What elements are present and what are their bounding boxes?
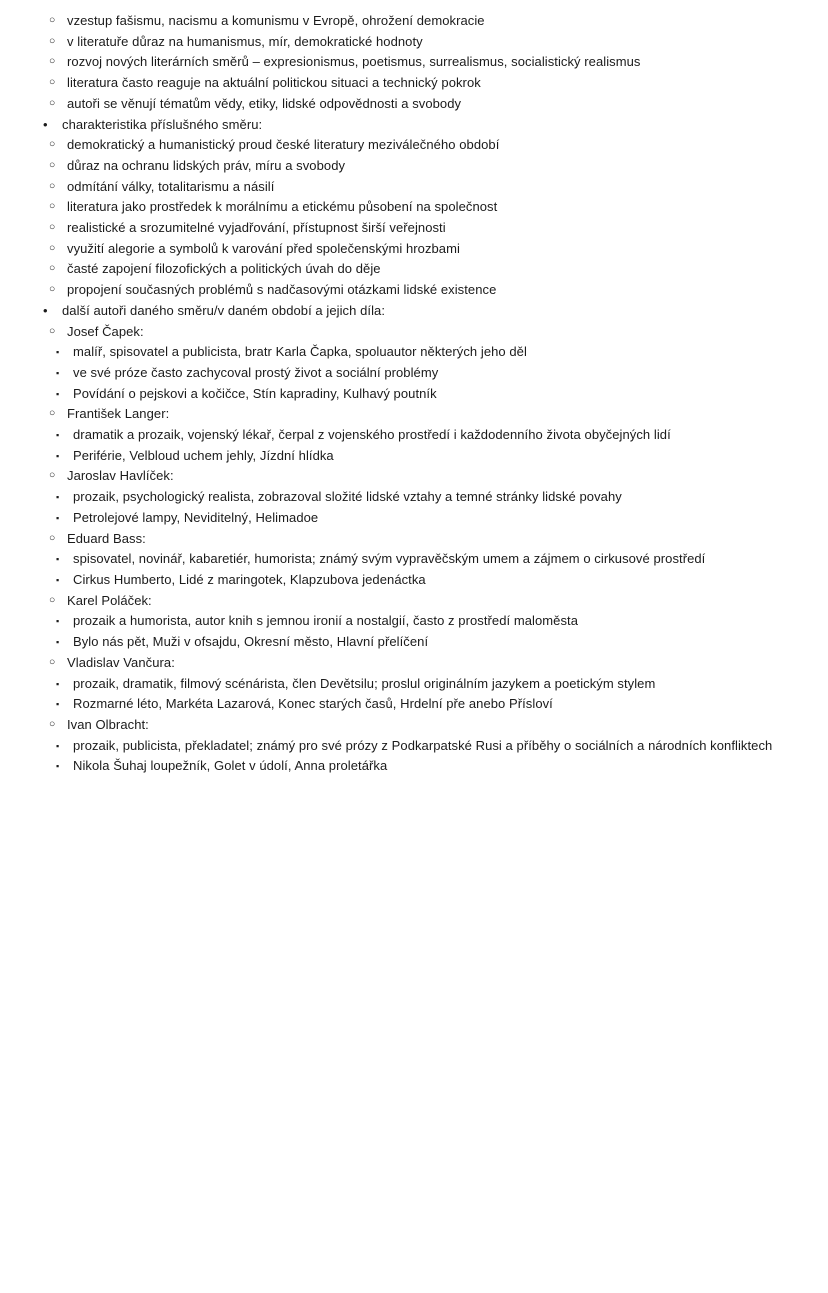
author-name bbox=[42, 404, 805, 425]
bullet-circle-hollow-icon: ○ bbox=[49, 656, 56, 668]
bullet-square-filled-icon: ▪ bbox=[56, 554, 60, 565]
author-notes-vladislav-vancura bbox=[23, 674, 805, 715]
author-entry-jaroslav-havlicek bbox=[23, 466, 805, 487]
list-item-text: literatura jako prostředek k morálnímu a etickému působení na společnost bbox=[67, 199, 498, 215]
list-item bbox=[42, 280, 805, 301]
page-bottom-whitespace bbox=[23, 777, 805, 1277]
list-item bbox=[42, 135, 805, 156]
bullet-square-filled-icon: ▪ bbox=[56, 430, 60, 441]
bullet-circle-hollow-icon: ○ bbox=[49, 97, 56, 109]
list-item bbox=[42, 197, 805, 218]
bullet-square-filled-icon: ▪ bbox=[56, 574, 60, 585]
author-name bbox=[42, 653, 805, 674]
list-item-text: propojení současných problémů s nadčasovými otázkami lidské existence bbox=[67, 282, 497, 298]
list-item-text: demokratický a humanistický proud české literatury meziválečného období bbox=[67, 137, 500, 153]
author-entry-eduard-bass bbox=[23, 529, 805, 550]
bullet-circle-hollow-icon: ○ bbox=[49, 470, 56, 482]
bullet-circle-hollow-icon: ○ bbox=[49, 325, 56, 337]
list-item-text: využití alegorie a symbolů k varování před společenskými hrozbami bbox=[67, 240, 460, 256]
bullet-circle-hollow-icon: ○ bbox=[49, 180, 56, 192]
bullet-square-filled-icon: ▪ bbox=[56, 347, 60, 358]
list-item bbox=[42, 73, 805, 94]
list-item-text: literatura často reaguje na aktuální politickou situaci a technický pokrok bbox=[67, 75, 481, 91]
list-item-text: v literatuře důraz na humanismus, mír, demokratické hodnoty bbox=[67, 33, 423, 49]
list-item-text: prozaik, publicista, překladatel; známý pro své prózy z Podkarpatské Rusi a příběhy o sociálních a národních konfliktech bbox=[73, 737, 773, 753]
bullet-square-filled-icon: ▪ bbox=[56, 699, 60, 710]
bullet-circle-hollow-icon: ○ bbox=[49, 222, 56, 234]
bullet-square-filled-icon: ▪ bbox=[56, 616, 60, 627]
bullet-circle-hollow-icon: ○ bbox=[49, 408, 56, 420]
list-item bbox=[49, 549, 805, 570]
bullet-circle-hollow-icon: ○ bbox=[49, 718, 56, 730]
author-name-text: Jaroslav Havlíček: bbox=[67, 468, 174, 484]
author-name-text: Karel Poláček: bbox=[67, 592, 152, 608]
author-entry-ivan-olbracht bbox=[23, 715, 805, 736]
characteristics-section bbox=[23, 115, 805, 136]
list-item bbox=[42, 94, 805, 115]
bullet-circle-filled-icon: • bbox=[43, 116, 48, 132]
list-item bbox=[42, 239, 805, 260]
bullet-circle-hollow-icon: ○ bbox=[49, 201, 56, 213]
list-item-text: malíř, spisovatel a publicista, bratr Karla Čapka, spoluautor některých jeho děl bbox=[73, 344, 527, 360]
list-item-text: realistické a srozumitelné vyjadřování, přístupnost širší veřejnosti bbox=[67, 220, 446, 236]
list-item bbox=[42, 32, 805, 53]
bullet-circle-hollow-icon: ○ bbox=[49, 284, 56, 296]
bullet-square-filled-icon: ▪ bbox=[56, 512, 60, 523]
list-item-text: Povídání o pejskovi a kočičce, Stín kapradiny, Kulhavý poutník bbox=[73, 385, 437, 401]
author-notes-josef-capek bbox=[23, 342, 805, 404]
author-entry-frantisek-langer bbox=[23, 404, 805, 425]
bullet-square-filled-icon: ▪ bbox=[56, 678, 60, 689]
bullet-circle-hollow-icon: ○ bbox=[49, 242, 56, 254]
characteristics-points-list bbox=[23, 135, 805, 301]
bullet-square-filled-icon: ▪ bbox=[56, 740, 60, 751]
author-name bbox=[42, 529, 805, 550]
list-item bbox=[49, 425, 805, 446]
list-item-text: časté zapojení filozofických a politických úvah do děje bbox=[67, 261, 381, 277]
section-heading-authors bbox=[33, 301, 805, 322]
bullet-circle-hollow-icon: ○ bbox=[49, 15, 56, 26]
bullet-circle-hollow-icon: ○ bbox=[49, 35, 56, 47]
list-item bbox=[42, 177, 805, 198]
author-notes-jaroslav-havlicek bbox=[23, 487, 805, 528]
bullet-circle-hollow-icon: ○ bbox=[49, 77, 56, 89]
bullet-circle-hollow-icon: ○ bbox=[49, 263, 56, 275]
list-item-text: Bylo nás pět, Muži v ofsajdu, Okresní město, Hlavní přelíčení bbox=[73, 634, 429, 650]
section-heading-characteristics bbox=[33, 115, 805, 136]
list-item bbox=[49, 508, 805, 529]
list-item bbox=[49, 384, 805, 405]
list-item bbox=[49, 446, 805, 467]
list-item bbox=[42, 52, 805, 73]
bullet-square-filled-icon: ▪ bbox=[56, 388, 60, 399]
list-item bbox=[49, 632, 805, 653]
list-item-text: dramatik a prozaik, vojenský lékař, čerpal z vojenského prostředí i každodenního života obyčejných lidí bbox=[73, 427, 671, 443]
bullet-circle-hollow-icon: ○ bbox=[49, 532, 56, 544]
list-item-text: Rozmarné léto, Markéta Lazarová, Konec starých časů, Hrdelní pře anebo Přísloví bbox=[73, 696, 553, 712]
list-item bbox=[49, 487, 805, 508]
author-name bbox=[42, 715, 805, 736]
list-item-text: autoři se věnují tématům vědy, etiky, lidské odpovědnosti a svobody bbox=[67, 95, 462, 111]
list-item-text: Nikola Šuhaj loupežník, Golet v údolí, Anna proletářka bbox=[73, 758, 388, 774]
section-heading-text: další autoři daného směru/v daném období a jejich díla: bbox=[62, 302, 385, 318]
author-entry-karel-polacek bbox=[23, 591, 805, 612]
bullet-square-filled-icon: ▪ bbox=[56, 367, 60, 378]
bullet-circle-hollow-icon: ○ bbox=[49, 56, 56, 68]
bullet-circle-hollow-icon: ○ bbox=[49, 594, 56, 606]
author-name-text: Josef Čapek: bbox=[67, 323, 144, 339]
author-name-text: Eduard Bass: bbox=[67, 530, 146, 546]
author-entry-josef-capek bbox=[23, 322, 805, 343]
list-item-text: spisovatel, novinář, kabaretiér, humorista; známý svým vypravěčským umem a zájmem o cirkusové prostředí bbox=[73, 551, 706, 567]
list-item bbox=[42, 218, 805, 239]
list-item-text: důraz na ochranu lidských práv, míru a svobody bbox=[67, 157, 346, 173]
list-item-text: odmítání války, totalitarismu a násilí bbox=[67, 178, 275, 194]
author-name bbox=[42, 322, 805, 343]
author-notes-frantisek-langer bbox=[23, 425, 805, 466]
authors-section bbox=[23, 301, 805, 322]
list-item-text: rozvoj nových literárních směrů – expresionismus, poetismus, surrealismus, socialistický realismus bbox=[67, 54, 641, 70]
list-item-text: vzestup fašismu, nacismu a komunismu v Evropě, ohrožení demokracie bbox=[67, 13, 485, 28]
list-item bbox=[49, 342, 805, 363]
bullet-square-filled-icon: ▪ bbox=[56, 492, 60, 503]
bullet-square-filled-icon: ▪ bbox=[56, 450, 60, 461]
list-item bbox=[49, 611, 805, 632]
list-item bbox=[49, 570, 805, 591]
list-item-text: prozaik, dramatik, filmový scénárista, člen Devětsilu; proslul originálním jazykem a poetickým stylem bbox=[73, 675, 656, 691]
author-notes-karel-polacek bbox=[23, 611, 805, 652]
intro-points-list bbox=[23, 11, 805, 115]
list-item bbox=[49, 694, 805, 715]
author-name-text: František Langer: bbox=[67, 406, 170, 422]
bullet-circle-hollow-icon: ○ bbox=[49, 159, 56, 171]
list-item-text: Cirkus Humberto, Lidé z maringotek, Klapzubova jedenáctka bbox=[73, 571, 426, 587]
list-item bbox=[42, 156, 805, 177]
list-item-text: prozaik, psychologický realista, zobrazoval složité lidské vztahy a temné stránky lidské povahy bbox=[73, 489, 622, 505]
list-item-text: prozaik a humorista, autor knih s jemnou ironií a nostalgií, často z prostředí maloměsta bbox=[73, 613, 579, 629]
list-item bbox=[49, 674, 805, 695]
list-item bbox=[49, 736, 805, 757]
list-item-text: Petrolejové lampy, Neviditelný, Helimadoe bbox=[73, 509, 319, 525]
author-name bbox=[42, 591, 805, 612]
list-item bbox=[42, 11, 805, 32]
section-heading-text: charakteristika příslušného směru: bbox=[62, 116, 263, 132]
bullet-circle-hollow-icon: ○ bbox=[49, 139, 56, 151]
author-entry-vladislav-vancura bbox=[23, 653, 805, 674]
author-notes-eduard-bass bbox=[23, 549, 805, 590]
list-item-text: Periférie, Velbloud uchem jehly, Jízdní hlídka bbox=[73, 447, 334, 463]
bullet-square-filled-icon: ▪ bbox=[56, 761, 60, 772]
author-name-text: Vladislav Vančura: bbox=[67, 654, 175, 670]
author-notes-ivan-olbracht bbox=[23, 736, 805, 777]
author-name-text: Ivan Olbracht: bbox=[67, 716, 149, 732]
list-item bbox=[42, 259, 805, 280]
bullet-square-filled-icon: ▪ bbox=[56, 637, 60, 648]
bullet-circle-filled-icon: • bbox=[43, 302, 48, 318]
list-item bbox=[49, 363, 805, 384]
author-name bbox=[42, 466, 805, 487]
list-item bbox=[49, 756, 805, 777]
list-item-text: ve své próze často zachycoval prostý život a sociální problémy bbox=[73, 364, 439, 380]
